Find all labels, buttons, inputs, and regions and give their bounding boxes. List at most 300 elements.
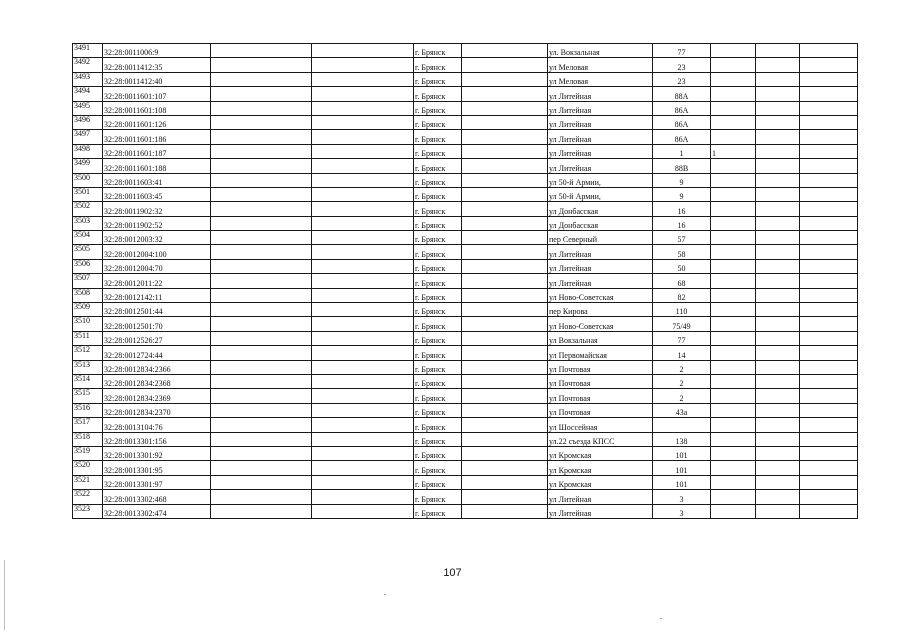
empty-cell	[756, 360, 800, 374]
row-number: 3497	[73, 130, 103, 144]
empty-cell	[800, 259, 858, 273]
empty-cell	[756, 130, 800, 144]
cadastral-number: 32:28:0012142:11	[103, 288, 211, 302]
house-number-cell: 68	[653, 274, 711, 288]
empty-cell	[312, 187, 414, 201]
row-number: 3520	[73, 461, 103, 475]
empty-cell	[211, 418, 312, 432]
empty-cell	[800, 58, 858, 72]
apartment-cell	[711, 504, 756, 518]
empty-cell	[211, 202, 312, 216]
street-cell: пер Кирова	[548, 303, 653, 317]
apartment-cell	[711, 389, 756, 403]
empty-cell	[312, 432, 414, 446]
empty-cell	[462, 144, 548, 158]
apartment-cell	[711, 231, 756, 245]
cadastral-number: 32:28:0012724:44	[103, 346, 211, 360]
empty-cell	[800, 475, 858, 489]
empty-cell	[756, 58, 800, 72]
empty-cell	[756, 173, 800, 187]
row-number: 3494	[73, 87, 103, 101]
city-cell: г. Брянск	[414, 259, 462, 273]
apartment-cell	[711, 202, 756, 216]
city-cell: г. Брянск	[414, 360, 462, 374]
empty-cell	[800, 144, 858, 158]
empty-cell	[211, 432, 312, 446]
street-cell: ул Литейная	[548, 87, 653, 101]
empty-cell	[312, 475, 414, 489]
row-number: 3500	[73, 173, 103, 187]
row-number: 3493	[73, 72, 103, 86]
empty-cell	[756, 475, 800, 489]
empty-cell	[800, 72, 858, 86]
city-cell: г. Брянск	[414, 101, 462, 115]
street-cell: ул Меловая	[548, 58, 653, 72]
apartment-cell	[711, 403, 756, 417]
cadastral-number: 32:28:0013302:474	[103, 504, 211, 518]
cadastral-number: 32:28:0011601:186	[103, 130, 211, 144]
street-cell: ул Почтовая	[548, 403, 653, 417]
empty-cell	[312, 159, 414, 173]
street-cell: ул Литейная	[548, 159, 653, 173]
empty-cell	[800, 504, 858, 518]
table-body	[73, 44, 858, 519]
street-cell: пер Северный	[548, 231, 653, 245]
cadastral-number: 32:28:0013301:156	[103, 432, 211, 446]
apartment-cell	[711, 173, 756, 187]
empty-cell	[756, 374, 800, 388]
row-number: 3521	[73, 475, 103, 489]
cadastral-number: 32:28:0011601:187	[103, 144, 211, 158]
empty-cell	[462, 418, 548, 432]
empty-cell	[211, 446, 312, 460]
city-cell: г. Брянск	[414, 245, 462, 259]
empty-cell	[756, 87, 800, 101]
street-cell: ул 50-й Армии,	[548, 187, 653, 201]
cadastral-number: 32:28:0011603:45	[103, 187, 211, 201]
house-number-cell: 58	[653, 245, 711, 259]
empty-cell	[312, 144, 414, 158]
empty-cell	[800, 87, 858, 101]
empty-cell	[756, 259, 800, 273]
row-number: 3491	[73, 44, 103, 58]
cadastral-number: 32:28:0012003:32	[103, 231, 211, 245]
empty-cell	[800, 432, 858, 446]
cadastral-number: 32:28:0011902:52	[103, 216, 211, 230]
empty-cell	[756, 159, 800, 173]
row-number: 3492	[73, 58, 103, 72]
table-row	[73, 44, 858, 58]
empty-cell	[312, 418, 414, 432]
empty-cell	[756, 44, 800, 58]
empty-cell	[800, 446, 858, 460]
apartment-cell	[711, 187, 756, 201]
cadastral-number: 32:28:0013301:97	[103, 475, 211, 489]
cadastral-number: 32:28:0013302:468	[103, 490, 211, 504]
empty-cell	[800, 374, 858, 388]
row-number: 3519	[73, 446, 103, 460]
cadastral-number: 32:28:0011006:9	[103, 44, 211, 58]
empty-cell	[312, 374, 414, 388]
city-cell: г. Брянск	[414, 446, 462, 460]
empty-cell	[756, 274, 800, 288]
empty-cell	[800, 490, 858, 504]
table-row	[73, 461, 858, 475]
house-number-cell: 82	[653, 288, 711, 302]
street-cell: ул Ново-Советская	[548, 317, 653, 331]
cadastral-number: 32:28:0011601:188	[103, 159, 211, 173]
house-number-cell: 101	[653, 446, 711, 460]
empty-cell	[312, 288, 414, 302]
table-row	[73, 173, 858, 187]
empty-cell	[211, 303, 312, 317]
row-number: 3513	[73, 360, 103, 374]
city-cell: г. Брянск	[414, 173, 462, 187]
empty-cell	[312, 446, 414, 460]
empty-cell	[462, 331, 548, 345]
apartment-cell	[711, 461, 756, 475]
empty-cell	[800, 331, 858, 345]
city-cell: г. Брянск	[414, 346, 462, 360]
row-number: 3523	[73, 504, 103, 518]
cadastral-number: 32:28:0013301:92	[103, 446, 211, 460]
street-cell: ул Литейная	[548, 144, 653, 158]
empty-cell	[462, 101, 548, 115]
house-number-cell: 86А	[653, 130, 711, 144]
empty-cell	[800, 231, 858, 245]
empty-cell	[756, 144, 800, 158]
table-row	[73, 346, 858, 360]
city-cell: г. Брянск	[414, 130, 462, 144]
house-number-cell: 88В	[653, 159, 711, 173]
apartment-cell	[711, 475, 756, 489]
empty-cell	[462, 374, 548, 388]
apartment-cell	[711, 346, 756, 360]
house-number-cell: 16	[653, 202, 711, 216]
street-cell: ул Кромская	[548, 475, 653, 489]
empty-cell	[462, 288, 548, 302]
table-row	[73, 101, 858, 115]
street-cell: ул Литейная	[548, 259, 653, 273]
table-row	[73, 331, 858, 345]
empty-cell	[462, 303, 548, 317]
table-row	[73, 72, 858, 86]
empty-cell	[211, 245, 312, 259]
empty-cell	[462, 504, 548, 518]
empty-cell	[211, 403, 312, 417]
empty-cell	[462, 159, 548, 173]
city-cell: г. Брянск	[414, 303, 462, 317]
empty-cell	[462, 245, 548, 259]
house-number-cell: 2	[653, 360, 711, 374]
empty-cell	[312, 44, 414, 58]
apartment-cell	[711, 288, 756, 302]
house-number-cell: 138	[653, 432, 711, 446]
street-cell: ул Меловая	[548, 72, 653, 86]
empty-cell	[462, 389, 548, 403]
empty-cell	[462, 259, 548, 273]
scan-artifact-dot	[660, 618, 662, 619]
table-row	[73, 490, 858, 504]
apartment-cell	[711, 331, 756, 345]
city-cell: г. Брянск	[414, 403, 462, 417]
table-row	[73, 475, 858, 489]
row-number: 3506	[73, 259, 103, 273]
empty-cell	[312, 490, 414, 504]
cadastral-number: 32:28:0012834:2370	[103, 403, 211, 417]
city-cell: г. Брянск	[414, 432, 462, 446]
house-number-cell: 2	[653, 389, 711, 403]
row-number: 3508	[73, 288, 103, 302]
city-cell: г. Брянск	[414, 475, 462, 489]
house-number-cell: 16	[653, 216, 711, 230]
house-number-cell: 75/49	[653, 317, 711, 331]
row-number: 3516	[73, 403, 103, 417]
empty-cell	[800, 274, 858, 288]
row-number: 3507	[73, 274, 103, 288]
street-cell: ул Вокзальная	[548, 331, 653, 345]
row-number: 3517	[73, 418, 103, 432]
table-row	[73, 374, 858, 388]
empty-cell	[211, 130, 312, 144]
house-number-cell: 88А	[653, 87, 711, 101]
apartment-cell	[711, 303, 756, 317]
city-cell: г. Брянск	[414, 231, 462, 245]
city-cell: г. Брянск	[414, 274, 462, 288]
table-row	[73, 446, 858, 460]
empty-cell	[756, 403, 800, 417]
house-number-cell: 1	[653, 144, 711, 158]
table-row	[73, 245, 858, 259]
city-cell: г. Брянск	[414, 187, 462, 201]
apartment-cell	[711, 216, 756, 230]
apartment-cell	[711, 418, 756, 432]
empty-cell	[211, 288, 312, 302]
empty-cell	[756, 216, 800, 230]
empty-cell	[312, 58, 414, 72]
cadastral-number: 32:28:0013104:76	[103, 418, 211, 432]
empty-cell	[211, 101, 312, 115]
apartment-cell	[711, 72, 756, 86]
empty-cell	[312, 504, 414, 518]
street-cell: ул Донбасская	[548, 216, 653, 230]
table-row	[73, 403, 858, 417]
empty-cell	[211, 159, 312, 173]
house-number-cell: 14	[653, 346, 711, 360]
empty-cell	[462, 360, 548, 374]
table-row	[73, 360, 858, 374]
city-cell: г. Брянск	[414, 374, 462, 388]
city-cell: г. Брянск	[414, 202, 462, 216]
cadastral-number: 32:28:0013301:95	[103, 461, 211, 475]
empty-cell	[800, 288, 858, 302]
house-number-cell: 101	[653, 461, 711, 475]
table-row	[73, 87, 858, 101]
empty-cell	[211, 87, 312, 101]
empty-cell	[462, 173, 548, 187]
empty-cell	[211, 389, 312, 403]
city-cell: г. Брянск	[414, 44, 462, 58]
table-row	[73, 187, 858, 201]
table-row	[73, 144, 858, 158]
page-number: 107	[443, 567, 462, 579]
row-number: 3501	[73, 187, 103, 201]
apartment-cell	[711, 490, 756, 504]
empty-cell	[211, 504, 312, 518]
empty-cell	[756, 72, 800, 86]
empty-cell	[211, 346, 312, 360]
empty-cell	[312, 231, 414, 245]
city-cell: г. Брянск	[414, 461, 462, 475]
empty-cell	[211, 331, 312, 345]
empty-cell	[462, 490, 548, 504]
empty-cell	[800, 403, 858, 417]
empty-cell	[462, 202, 548, 216]
cadastral-number: 32:28:0011902:32	[103, 202, 211, 216]
street-cell: ул Литейная	[548, 101, 653, 115]
house-number-cell: 23	[653, 72, 711, 86]
row-number: 3504	[73, 231, 103, 245]
empty-cell	[312, 317, 414, 331]
house-number-cell: 86А	[653, 101, 711, 115]
empty-cell	[800, 245, 858, 259]
empty-cell	[312, 403, 414, 417]
empty-cell	[756, 418, 800, 432]
empty-cell	[312, 173, 414, 187]
table-row	[73, 504, 858, 518]
empty-cell	[312, 389, 414, 403]
street-cell: ул Литейная	[548, 490, 653, 504]
empty-cell	[211, 173, 312, 187]
row-number: 3510	[73, 317, 103, 331]
empty-cell	[462, 216, 548, 230]
empty-cell	[462, 274, 548, 288]
street-cell: ул Почтовая	[548, 389, 653, 403]
apartment-cell	[711, 360, 756, 374]
empty-cell	[756, 432, 800, 446]
empty-cell	[756, 115, 800, 129]
row-number: 3503	[73, 216, 103, 230]
street-cell: ул Почтовая	[548, 374, 653, 388]
empty-cell	[312, 331, 414, 345]
house-number-cell: 77	[653, 44, 711, 58]
empty-cell	[312, 202, 414, 216]
street-cell: ул Литейная	[548, 130, 653, 144]
table-row	[73, 115, 858, 129]
property-register-table	[72, 43, 858, 519]
cadastral-number: 32:28:0011601:126	[103, 115, 211, 129]
empty-cell	[756, 303, 800, 317]
apartment-cell	[711, 130, 756, 144]
empty-cell	[756, 231, 800, 245]
empty-cell	[462, 44, 548, 58]
table-row	[73, 418, 858, 432]
empty-cell	[462, 231, 548, 245]
row-number: 3496	[73, 115, 103, 129]
apartment-cell	[711, 446, 756, 460]
row-number: 3509	[73, 303, 103, 317]
cadastral-number: 32:28:0012526:27	[103, 331, 211, 345]
empty-cell	[800, 202, 858, 216]
empty-cell	[800, 115, 858, 129]
empty-cell	[462, 475, 548, 489]
city-cell: г. Брянск	[414, 331, 462, 345]
empty-cell	[800, 216, 858, 230]
house-number-cell: 77	[653, 331, 711, 345]
empty-cell	[756, 389, 800, 403]
row-number: 3512	[73, 346, 103, 360]
empty-cell	[211, 259, 312, 273]
cadastral-number: 32:28:0011601:108	[103, 101, 211, 115]
empty-cell	[211, 475, 312, 489]
row-number: 3522	[73, 490, 103, 504]
house-number-cell: 3	[653, 490, 711, 504]
cadastral-number: 32:28:0012011:22	[103, 274, 211, 288]
city-cell: г. Брянск	[414, 87, 462, 101]
empty-cell	[462, 432, 548, 446]
row-number: 3502	[73, 202, 103, 216]
street-cell: ул Почтовая	[548, 360, 653, 374]
house-number-cell: 23	[653, 58, 711, 72]
cadastral-number: 32:28:0012501:44	[103, 303, 211, 317]
empty-cell	[211, 490, 312, 504]
house-number-cell: 86А	[653, 115, 711, 129]
empty-cell	[462, 403, 548, 417]
empty-cell	[211, 216, 312, 230]
table-row	[73, 130, 858, 144]
empty-cell	[211, 44, 312, 58]
empty-cell	[756, 504, 800, 518]
empty-cell	[800, 317, 858, 331]
table-row	[73, 159, 858, 173]
empty-cell	[800, 461, 858, 475]
apartment-cell	[711, 44, 756, 58]
empty-cell	[312, 72, 414, 86]
empty-cell	[312, 130, 414, 144]
house-number-cell	[653, 418, 711, 432]
street-cell: ул. Вокзальная	[548, 44, 653, 58]
empty-cell	[462, 130, 548, 144]
empty-cell	[211, 72, 312, 86]
house-number-cell: 43а	[653, 403, 711, 417]
empty-cell	[800, 159, 858, 173]
empty-cell	[756, 331, 800, 345]
city-cell: г. Брянск	[414, 58, 462, 72]
empty-cell	[800, 101, 858, 115]
cadastral-number: 32:28:0011412:35	[103, 58, 211, 72]
apartment-cell	[711, 317, 756, 331]
street-cell: ул 50-й Армии,	[548, 173, 653, 187]
empty-cell	[462, 58, 548, 72]
empty-cell	[756, 346, 800, 360]
street-cell: ул Кромская	[548, 461, 653, 475]
apartment-cell: 1	[711, 144, 756, 158]
city-cell: г. Брянск	[414, 72, 462, 86]
empty-cell	[462, 446, 548, 460]
empty-cell	[211, 115, 312, 129]
empty-cell	[312, 360, 414, 374]
cadastral-number: 32:28:0011603:41	[103, 173, 211, 187]
house-number-cell: 9	[653, 173, 711, 187]
empty-cell	[211, 274, 312, 288]
scan-artifact-line	[4, 560, 5, 630]
street-cell: ул Литейная	[548, 245, 653, 259]
empty-cell	[211, 231, 312, 245]
city-cell: г. Брянск	[414, 216, 462, 230]
empty-cell	[312, 101, 414, 115]
apartment-cell	[711, 245, 756, 259]
row-number: 3505	[73, 245, 103, 259]
